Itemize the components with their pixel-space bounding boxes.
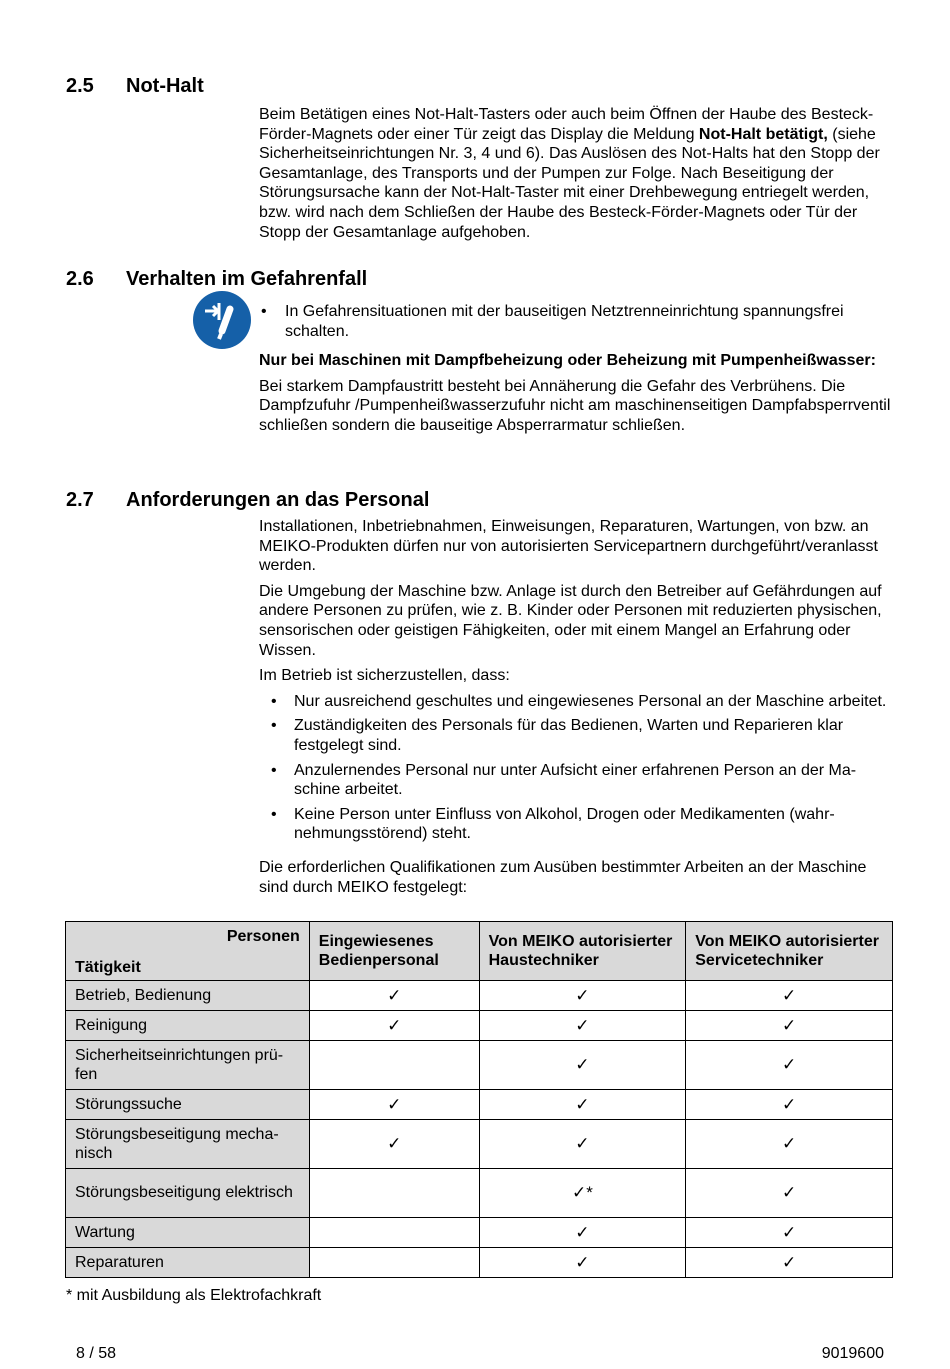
qualification-table	[65, 921, 893, 1278]
section-heading-2-5	[66, 75, 466, 99]
check-cell: ✓	[309, 1011, 479, 1041]
check-cell	[309, 1169, 479, 1218]
bullet-marker: •	[271, 717, 277, 735]
check-cell	[309, 1218, 479, 1248]
activity-cell: Reparaturen	[66, 1248, 310, 1278]
check-cell: ✓	[309, 1120, 479, 1169]
check-cell: ✓	[309, 1090, 479, 1120]
header-taetigkeit: Tätigkeit	[75, 958, 141, 976]
activity-cell: Reinigung	[66, 1011, 310, 1041]
paragraph: Installationen, Inbetriebnahmen, Einweisungen, Reparaturen, Wartungen, von bzw. an MEIKO-Produkten dürfen nur von autorisierten Servicepartnern durchgeführt/veranlasst werden.	[259, 518, 878, 575]
table-footnote: * mit Ausbildung als Elektrofachkraft	[66, 1287, 322, 1304]
list-item	[259, 716, 894, 755]
check-cell: ✓	[309, 981, 479, 1011]
danger-bullet-list	[259, 302, 894, 341]
danger-section-body	[259, 302, 894, 442]
table-row	[66, 1011, 893, 1041]
section-heading-2-7	[66, 489, 566, 513]
column-header: Eingewiesenes Bedienpersonal	[309, 922, 479, 981]
section-title: Verhalten im Gefahrenfall	[126, 268, 368, 290]
check-cell: ✓	[686, 1090, 893, 1120]
check-cell: ✓	[686, 1011, 893, 1041]
activity-cell: Sicherheitseinrichtungen prüfen	[66, 1041, 310, 1090]
paragraph: Im Betrieb ist sicherzustellen, dass:	[259, 667, 510, 685]
page-number: 8 / 58	[76, 1345, 117, 1362]
table-row	[66, 1090, 893, 1120]
column-header: Von MEIKO autorisierter Servicetechniker	[686, 922, 893, 981]
check-cell: ✓	[686, 1120, 893, 1169]
activity-cell: Betrieb, Bedienung	[66, 981, 310, 1011]
activity-cell: Störungssuche	[66, 1090, 310, 1120]
table-row	[66, 1120, 893, 1169]
section-number: 2.6	[66, 268, 94, 290]
check-cell: ✓*	[479, 1169, 686, 1218]
section-number: 2.5	[66, 75, 94, 97]
table-row	[66, 1218, 893, 1248]
check-cell: ✓	[686, 981, 893, 1011]
table-row	[66, 1248, 893, 1278]
check-cell: ✓	[686, 1248, 893, 1278]
paragraph: Die Umgebung der Maschine bzw. Anlage ist durch den Betreiber auf Gefährdungen auf andere Personen zu prüfen, wie z. B. Kinder oder Personen mit reduzierten physischen, sensorischen oder geistigen Fähigkeiten, oder mit einem Mangel an Erfahrung oder Wissen.	[259, 582, 882, 659]
not-halt-text-b: (siehe Sicherheitseinrichtungen Nr. 3, 4 und 6). Das Auslösen des Not-Halts hat den Stopp der Gesamtanlage, des Transports und der Pumpen zur Folge. Nach Beseitigung der Störungsursache kann der Not-Halt-Taster mit einer Drehbewegung entriegelt werden, bzw. wird nach dem Schließen der Haube des Besteck-Förder-Magnets oder Tür der Stopp der Gesamtanlage aufgehoben.	[259, 125, 880, 241]
document-number: 9019600	[821, 1345, 884, 1362]
list-item-text: Nur ausreichend geschultes und eingewiesenes Personal an der Maschine arbeitet.	[294, 692, 887, 710]
check-cell: ✓	[686, 1041, 893, 1090]
section-title: Not-Halt	[126, 75, 204, 97]
table-row	[66, 981, 893, 1011]
check-cell: ✓	[686, 1218, 893, 1248]
list-item	[259, 805, 894, 844]
table-row	[66, 1169, 893, 1218]
list-item-text: Anzulernendes Personal nur unter Aufsicht einer erfahrenen Person an der Maschine arbeitet.	[294, 761, 857, 799]
steam-heading: Nur bei Maschinen mit Dampfbeheizung oder Beheizung mit Pumpenheißwasser:	[259, 352, 876, 370]
section-heading-2-6	[66, 268, 566, 292]
header-corner-cell	[66, 922, 310, 981]
paragraph: Die erforderlichen Qualifikationen zum Ausüben bestimmter Arbeiten an der Maschine sind durch MEIKO festgelegt:	[259, 858, 867, 896]
check-cell: ✓	[479, 1090, 686, 1120]
list-item-text: Zuständigkeiten des Personals für das Bedienen, Warten und Reparieren klar festgelegt sind.	[294, 717, 844, 754]
not-halt-message: Not-Halt betätigt,	[698, 125, 828, 143]
list-item-text: Keine Person unter Einfluss von Alkohol, Drogen oder Medikamenten (wahrnehmungsstörend) steht.	[294, 805, 835, 843]
check-cell: ✓	[479, 1120, 686, 1169]
list-item	[259, 692, 894, 712]
activity-cell: Störungsbeseitigung mechanisch	[66, 1120, 310, 1169]
section-title: Anforderungen an das Personal	[126, 489, 430, 511]
check-cell: ✓	[479, 1218, 686, 1248]
column-header: Von MEIKO autorisierter Haustechniker	[479, 922, 686, 981]
bullet-marker: •	[271, 761, 277, 779]
header-personen: Personen	[226, 928, 300, 945]
check-cell: ✓	[479, 1248, 686, 1278]
bullet-marker: •	[271, 805, 277, 823]
bullet-marker: •	[271, 692, 277, 710]
check-cell	[309, 1248, 479, 1278]
disconnect-mains-icon	[192, 290, 252, 350]
table-row	[66, 1041, 893, 1090]
check-cell: ✓	[479, 1011, 686, 1041]
table-header-row	[66, 922, 893, 981]
not-halt-text-a: Beim Betätigen eines Not-Halt-Tasters oder auch beim Öffnen der Haube des Besteck-Förder-Magnets oder einer Tür zeigt das Display die Meldung	[259, 106, 874, 143]
not-halt-text	[259, 105, 894, 248]
activity-cell: Störungsbeseitigung elektrisch	[66, 1169, 310, 1218]
personnel-section-body	[259, 517, 894, 903]
requirements-list	[259, 692, 894, 844]
check-cell: ✓	[479, 981, 686, 1011]
bullet-marker: •	[261, 303, 267, 320]
list-item	[259, 302, 894, 341]
activity-cell: Wartung	[66, 1218, 310, 1248]
list-item-text: In Gefahrensituationen mit der bauseitigen Netztrenneinrichtung spannungsfrei schalten.	[285, 303, 844, 340]
check-cell: ✓	[479, 1041, 686, 1090]
steam-text: Bei starkem Dampfaustritt besteht bei Annäherung die Gefahr des Verbrühens. Die Dampfzufuhr /Pumpenheißwasserzufuhr nicht am maschinenseitigen Dampfabsperrventil schließen sondern die bauseitige Absperrarmatur schließen.	[259, 377, 891, 434]
section-number: 2.7	[66, 489, 94, 511]
list-item	[259, 761, 894, 800]
check-cell	[309, 1041, 479, 1090]
check-cell: ✓	[686, 1169, 893, 1218]
